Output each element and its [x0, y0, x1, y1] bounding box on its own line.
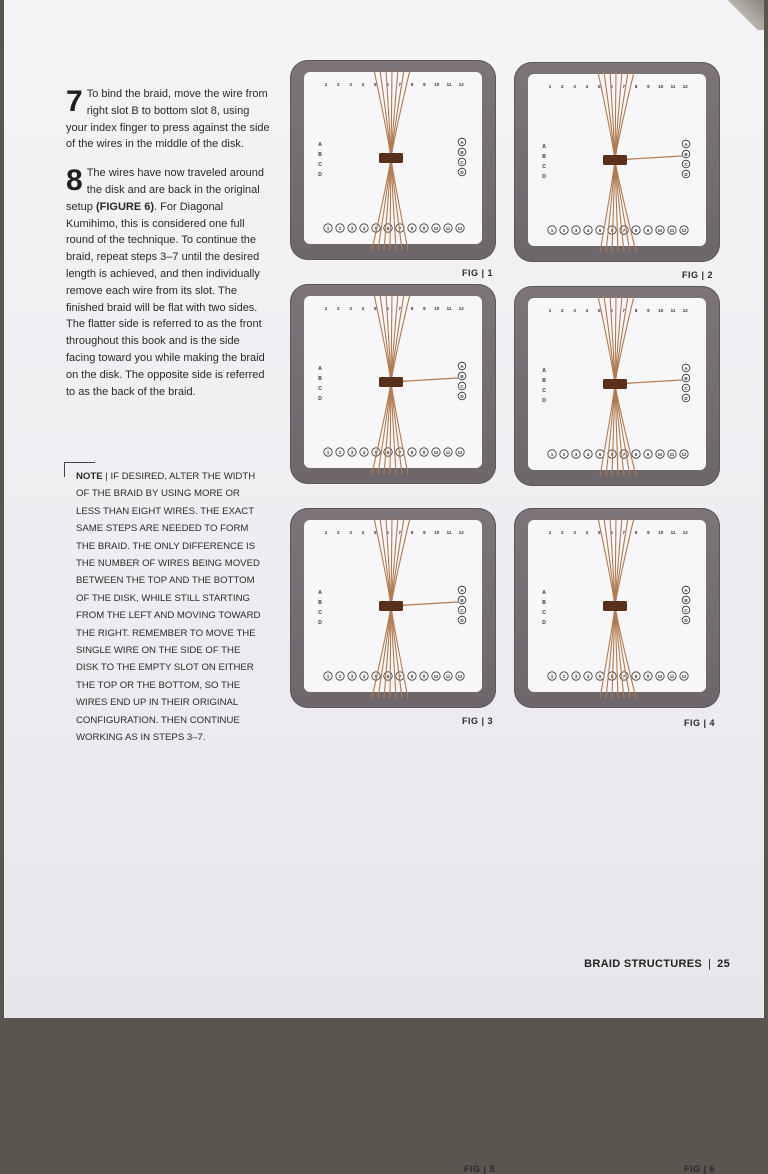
disk-top-number: 2 — [561, 530, 564, 535]
disk-top-number: 10 — [434, 82, 440, 87]
disk-top-number: 7 — [398, 530, 402, 535]
disk-top-number: 7 — [622, 308, 626, 313]
disk-top-number: 12 — [682, 308, 688, 313]
disk-bottom-number: 6 — [386, 226, 390, 231]
wire-bottom — [615, 606, 636, 698]
disk-bottom-number: 12 — [681, 452, 687, 457]
disk-bottom-number: 1 — [326, 674, 330, 679]
disk-left-letter: B — [542, 600, 546, 606]
disk-bottom-number: 8 — [634, 452, 638, 457]
disk-left-letter: D — [542, 398, 546, 404]
disk-bottom-number: 4 — [362, 674, 366, 679]
disk-right-letter: C — [684, 608, 688, 613]
disk-illustration — [514, 286, 720, 486]
disk-top-number: 8 — [634, 84, 638, 89]
disk-left-letter: C — [542, 388, 546, 394]
note-label: NOTE — [76, 471, 103, 482]
step-7-number: 7 — [66, 85, 83, 118]
disk-top-number: 3 — [573, 530, 576, 535]
disk-top-number: 12 — [682, 530, 688, 535]
disk-bottom-number: 7 — [622, 452, 626, 457]
step-8 — [66, 165, 271, 400]
disk-illustration — [514, 508, 720, 708]
disk-top-number: 5 — [597, 308, 601, 313]
footer-divider: | — [707, 958, 712, 970]
page-footer — [584, 958, 730, 970]
disk-bottom-number: 6 — [610, 228, 614, 233]
disk-bottom-number: 4 — [586, 228, 590, 233]
disk-bottom-number: 5 — [374, 450, 378, 455]
note-text: IF DESIRED, ALTER THE WIDTH OF THE BRAID BY USING MORE OR LESS THAN EIGHT WIRES. THE EXACT SAME STEPS ARE NEEDED TO FORM THE BRAID. THE ONLY DIFFERENCE IS THE NUMBER OF WIRES BEING MOVED BETWEEN THE TOP AND THE BOTTOM OF THE DISK, WHILE STILL STARTING FROM THE LEFT AND MOVING TOWARD THE RIGHT. REMEMBER TO MOVE THE SINGLE WIRE ON THE SIDE OF THE DISK TO THE EMPTY SLOT ON EITHER THE TOP OR THE BOTTOM, SO THE WIRES END UP IN THEIR ORIGINAL CONFIGURATION. THEN CONTINUE WORKING AS IN STEPS 3–7. — [76, 471, 261, 744]
disk-bottom-number: 12 — [457, 450, 463, 455]
disk-top-number: 2 — [337, 82, 340, 87]
braid-weight — [379, 377, 403, 387]
disk-top-number: 10 — [658, 530, 664, 535]
figure-caption: FIG | 5 — [464, 1164, 496, 1174]
disk-right-letter: A — [684, 588, 688, 593]
disk-top-number: 4 — [585, 530, 589, 535]
disk-top-number: 11 — [446, 306, 452, 311]
disk-top-number: 1 — [324, 82, 328, 87]
disk-left-letter: B — [318, 600, 322, 606]
page-corner-shadow — [704, 0, 764, 30]
disk-bottom-number: 3 — [350, 674, 354, 679]
disk-left-letter: D — [542, 174, 546, 180]
disk-top-number: 10 — [434, 530, 440, 535]
disk-top-number: 7 — [622, 530, 626, 535]
disk-top-number: 9 — [647, 308, 650, 313]
disk-top-number: 2 — [337, 306, 340, 311]
disk-bottom-number: 2 — [338, 450, 342, 455]
disk-bottom-number: 9 — [422, 450, 426, 455]
disk-bottom-number: 3 — [574, 452, 578, 457]
disk-right-letter: C — [460, 384, 464, 389]
disk-bottom-number: 11 — [445, 450, 451, 455]
disk-right-letter: B — [460, 598, 464, 603]
disk-bottom-number: 10 — [433, 674, 439, 679]
disk-right-letter: A — [684, 366, 688, 371]
figure-caption: FIG | 1 — [462, 268, 494, 278]
disk-top-number: 9 — [423, 530, 426, 535]
disk-right-letter: C — [684, 162, 688, 167]
wire-bottom — [378, 382, 391, 474]
disk-left-letter: A — [542, 590, 546, 596]
disk-bottom-number: 12 — [681, 674, 687, 679]
disk-bottom-number: 10 — [657, 228, 663, 233]
disk-bottom-number: 7 — [622, 228, 626, 233]
disk-right-letter: C — [684, 386, 688, 391]
disk-top-number: 6 — [610, 530, 613, 535]
disk-bottom-number: 12 — [457, 674, 463, 679]
step-7-text: To bind the braid, move the wire from right slot B to bottom slot 8, using your index finger to press against the side of the wires in the middle of the disk. — [66, 88, 270, 151]
disk-top-number: 10 — [658, 308, 664, 313]
disk-top-number: 3 — [349, 530, 352, 535]
figure-4 — [514, 286, 722, 728]
disk-left-letter: D — [318, 620, 322, 626]
disk-right-letter: A — [460, 140, 464, 145]
disk-left-letter: B — [318, 152, 322, 158]
disk-right-letter: D — [684, 618, 688, 623]
braid-weight — [603, 155, 627, 165]
disk-illustration — [514, 62, 720, 262]
disk-top-number: 11 — [446, 530, 452, 535]
disk-bottom-number: 2 — [562, 228, 566, 233]
braid-weight — [603, 379, 627, 389]
disk-right-letter: B — [684, 376, 688, 381]
disk-top-number: 7 — [398, 82, 402, 87]
book-page — [4, 0, 764, 1174]
disk-left-letter: C — [318, 610, 322, 616]
disk-bottom-number: 5 — [598, 228, 602, 233]
disk-top-number: 8 — [634, 530, 638, 535]
disk-top-number: 6 — [386, 530, 389, 535]
disk-top-number: 10 — [658, 84, 664, 89]
disk-bottom-number: 2 — [562, 452, 566, 457]
disk-bottom-number: 2 — [338, 674, 342, 679]
disk-bottom-number: 3 — [574, 228, 578, 233]
disk-top-number: 4 — [585, 308, 589, 313]
disk-right-letter: A — [684, 142, 688, 147]
disk-bottom-number: 3 — [350, 450, 354, 455]
disk-top-number: 1 — [324, 530, 328, 535]
disk-bottom-number: 8 — [634, 674, 638, 679]
disk-right-letter: A — [460, 364, 464, 369]
disk-top-number: 11 — [670, 530, 676, 535]
figure-caption: FIG | 3 — [462, 716, 494, 726]
disk-top-number: 4 — [361, 306, 365, 311]
disk-bottom-number: 6 — [610, 452, 614, 457]
disk-top-number: 1 — [548, 308, 552, 313]
disk-right-letter: C — [460, 160, 464, 165]
disk-top-number: 7 — [622, 84, 626, 89]
disk-top-number: 9 — [423, 82, 426, 87]
disk-bottom-number: 3 — [574, 674, 578, 679]
disk-left-letter: B — [542, 378, 546, 384]
disk-bottom-number: 6 — [386, 674, 390, 679]
disk-bottom-number: 12 — [457, 226, 463, 231]
disk-top-number: 3 — [573, 308, 576, 313]
disk-top-number: 6 — [386, 82, 389, 87]
disk-right-letter: D — [684, 172, 688, 177]
disk-bottom-number: 10 — [433, 450, 439, 455]
disk-top-number: 5 — [373, 82, 377, 87]
disk-top-number: 3 — [573, 84, 576, 89]
disk-top-number: 8 — [410, 306, 414, 311]
disk-left-letter: D — [318, 172, 322, 178]
disk-top-number: 4 — [361, 82, 365, 87]
disk-bottom-number: 1 — [550, 674, 554, 679]
disk-bottom-number: 4 — [586, 674, 590, 679]
disk-bottom-number: 11 — [445, 674, 451, 679]
disk-left-letter: A — [318, 366, 322, 372]
disk-top-number: 1 — [548, 530, 552, 535]
disk-bottom-number: 10 — [657, 452, 663, 457]
disk-right-letter: D — [460, 618, 464, 623]
disk-bottom-number: 8 — [410, 226, 414, 231]
disk-left-letter: C — [542, 610, 546, 616]
disk-top-number: 6 — [610, 84, 613, 89]
step-8-figure-ref: (FIGURE 6) — [95, 200, 155, 213]
disk-left-letter: B — [542, 154, 546, 160]
disk-bottom-number: 7 — [398, 674, 402, 679]
disk-top-number: 12 — [458, 82, 464, 87]
disk-bottom-number: 2 — [338, 226, 342, 231]
disk-top-number: 8 — [410, 82, 414, 87]
disk-bottom-number: 1 — [326, 450, 330, 455]
disk-bottom-number: 11 — [669, 228, 675, 233]
disk-top-number: 3 — [349, 306, 352, 311]
page-number: 25 — [717, 958, 730, 970]
disk-top-number: 3 — [349, 82, 352, 87]
disk-bottom-number: 6 — [386, 450, 390, 455]
wire-bottom — [615, 384, 636, 476]
disk-right-letter: D — [460, 170, 464, 175]
disk-top-number: 2 — [337, 530, 340, 535]
disk-top-number: 4 — [585, 84, 589, 89]
disk-bottom-number: 11 — [669, 452, 675, 457]
figure-caption: FIG | 4 — [684, 718, 716, 728]
disk-bottom-number: 4 — [586, 452, 590, 457]
disk-right-letter: D — [684, 396, 688, 401]
figure-caption: FIG | 6 — [684, 1164, 716, 1174]
disk-top-number: 1 — [548, 84, 552, 89]
disk-top-number: 12 — [458, 306, 464, 311]
figure-1 — [290, 60, 498, 278]
disk-bottom-number: 9 — [422, 674, 426, 679]
disk-bottom-number: 5 — [598, 674, 602, 679]
disk-left-letter: A — [318, 142, 322, 148]
disk-bottom-number: 9 — [646, 228, 650, 233]
disk-top-number: 11 — [670, 84, 676, 89]
disk-bottom-number: 12 — [681, 228, 687, 233]
note-box — [66, 462, 262, 747]
disk-top-number: 8 — [410, 530, 414, 535]
disk-bottom-number: 1 — [550, 452, 554, 457]
disk-illustration — [290, 60, 496, 260]
disk-top-number: 9 — [423, 306, 426, 311]
disk-right-letter: B — [460, 150, 464, 155]
braid-weight — [379, 153, 403, 163]
disk-bottom-number: 3 — [350, 226, 354, 231]
step-7 — [66, 86, 271, 153]
disk-bottom-number: 4 — [362, 450, 366, 455]
disk-bottom-number: 8 — [410, 450, 414, 455]
disk-bottom-number: 10 — [433, 226, 439, 231]
disk-left-letter: D — [318, 396, 322, 402]
braid-weight — [603, 601, 627, 611]
disk-left-letter: C — [318, 386, 322, 392]
disk-top-number: 6 — [610, 308, 613, 313]
disk-right-letter: A — [460, 588, 464, 593]
note-divider: | — [105, 471, 108, 482]
disk-illustration — [290, 284, 496, 484]
wire-bottom — [378, 606, 391, 698]
disk-top-number: 5 — [597, 84, 601, 89]
disk-bottom-number: 7 — [398, 226, 402, 231]
disk-top-number: 10 — [434, 306, 440, 311]
disk-bottom-number: 11 — [669, 674, 675, 679]
disk-right-letter: C — [460, 608, 464, 613]
footer-section: BRAID STRUCTURES — [584, 958, 702, 970]
disk-top-number: 1 — [324, 306, 328, 311]
disk-bottom-number: 8 — [410, 674, 414, 679]
disk-bottom-number: 7 — [622, 674, 626, 679]
disk-top-number: 2 — [561, 84, 564, 89]
disk-bottom-number: 8 — [634, 228, 638, 233]
disk-right-letter: B — [684, 152, 688, 157]
disk-top-number: 12 — [458, 530, 464, 535]
disk-bottom-number: 5 — [374, 674, 378, 679]
disk-top-number: 5 — [373, 306, 377, 311]
disk-bottom-number: 1 — [550, 228, 554, 233]
wire-bottom — [615, 160, 636, 252]
disk-bottom-number: 11 — [445, 226, 451, 231]
step-8-text-after: . For Diagonal Kumihimo, this is considered one full round of the technique. To continue the braid, repeat steps 3–7 until the desired length is achieved, and then individually remove each wire from its slot. The finished braid will be flat with two sides. The flatter side is referred to as the front throughout this book and is the side facing toward you while making the braid on the disk. The opposite side is referred to as the back of the braid. — [66, 200, 265, 398]
step-8-number: 8 — [66, 164, 83, 198]
disk-left-letter: D — [542, 620, 546, 626]
disk-top-number: 2 — [561, 308, 564, 313]
disk-bottom-number: 5 — [374, 226, 378, 231]
disk-top-number: 11 — [446, 82, 452, 87]
disk-bottom-number: 4 — [362, 226, 366, 231]
disk-top-number: 7 — [398, 306, 402, 311]
disk-top-number: 5 — [597, 530, 601, 535]
disk-right-letter: B — [460, 374, 464, 379]
note-bracket — [64, 462, 95, 477]
disk-left-letter: A — [542, 144, 546, 150]
disk-left-letter: B — [318, 376, 322, 382]
disk-left-letter: C — [542, 164, 546, 170]
disk-top-number: 9 — [647, 530, 650, 535]
disk-left-letter: C — [318, 162, 322, 168]
disk-top-number: 12 — [682, 84, 688, 89]
disk-top-number: 11 — [670, 308, 676, 313]
figure-3 — [290, 284, 498, 726]
figure-caption: FIG | 2 — [682, 270, 714, 280]
disk-illustration — [290, 508, 496, 708]
instructions-column — [66, 86, 271, 412]
disk-top-number: 5 — [373, 530, 377, 535]
disk-bottom-number: 9 — [646, 674, 650, 679]
braid-weight — [379, 601, 403, 611]
figure-2 — [514, 62, 722, 280]
disk-bottom-number: 6 — [610, 674, 614, 679]
disk-right-letter: D — [460, 394, 464, 399]
disk-left-letter: A — [318, 590, 322, 596]
disk-top-number: 6 — [386, 306, 389, 311]
disk-top-number: 8 — [634, 308, 638, 313]
disk-bottom-number: 10 — [657, 674, 663, 679]
disk-bottom-number: 9 — [422, 226, 426, 231]
disk-bottom-number: 1 — [326, 226, 330, 231]
disk-top-number: 9 — [647, 84, 650, 89]
disk-left-letter: A — [542, 368, 546, 374]
disk-bottom-number: 7 — [398, 450, 402, 455]
wire-bottom — [378, 158, 391, 250]
disk-bottom-number: 5 — [598, 452, 602, 457]
disk-right-letter: B — [684, 598, 688, 603]
disk-top-number: 4 — [361, 530, 365, 535]
disk-bottom-number: 2 — [562, 674, 566, 679]
step-8-text-before: The wires have now traveled around the disk and are back in the original setup — [66, 167, 265, 213]
disk-bottom-number: 9 — [646, 452, 650, 457]
